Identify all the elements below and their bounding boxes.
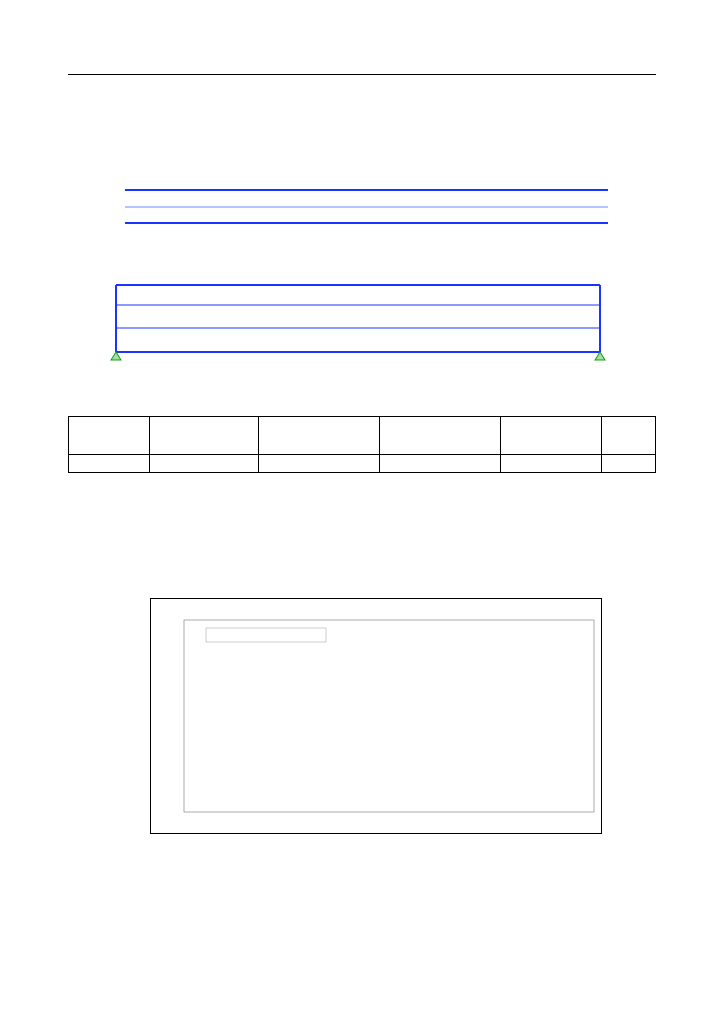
figure-5-diagram <box>108 170 618 370</box>
plan-view <box>125 190 608 223</box>
cell-mass <box>150 455 259 473</box>
table-1 <box>68 416 656 473</box>
th-stiffness <box>259 417 380 455</box>
th-count <box>602 417 656 455</box>
elevation-view <box>116 285 600 352</box>
cell-count <box>602 455 656 473</box>
cell-frequency <box>501 455 602 473</box>
running-header <box>68 58 656 75</box>
th-frequency <box>501 417 602 455</box>
th-damping <box>380 417 501 455</box>
figure-6-chart <box>150 598 602 834</box>
supports <box>111 352 605 360</box>
cell-name <box>69 455 150 473</box>
th-name <box>69 417 150 455</box>
th-mass <box>150 417 259 455</box>
cell-damping <box>380 455 501 473</box>
cell-stiffness <box>259 455 380 473</box>
legend <box>206 628 326 642</box>
table-row <box>69 455 656 473</box>
